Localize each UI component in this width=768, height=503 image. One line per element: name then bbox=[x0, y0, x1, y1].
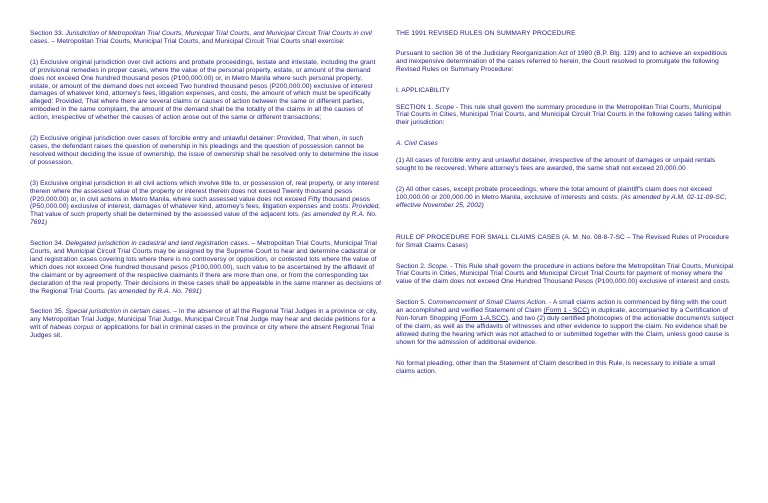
right-column bbox=[396, 30, 734, 388]
civil-case-2-body: (2) All other cases, except probate proceedings, where the total amount of plaintiff's claim does not exceed 100,000.00 or 200,000.00 in Metro Manila, exclusive of interests and costs. bbox=[396, 185, 712, 201]
section-5-number: Section 5. bbox=[396, 299, 428, 307]
left-column bbox=[30, 30, 382, 353]
section-35-habeas-corpus: habeas corpus bbox=[49, 324, 94, 332]
section-5-text-c: , and two (2) duly certified photocopies of the actionable document/s subject of the claim, as well as the affidavits of witnesses and other evidence to support the claim. No evidence shall be allowed during the hearing which was not attached to or submitted together with the Claim, unless good cause is shown for the admission of additional evidence. bbox=[396, 315, 734, 346]
summary-procedure-heading: THE 1991 REVISED RULES ON SUMMARY PROCEDURE bbox=[396, 30, 576, 37]
section-2-title: Scope. bbox=[427, 262, 449, 270]
section-33-body: – Metropolitan Trial Courts, Municipal Trial Courts, and Municipal Circuit Trial Courts shall exercise: bbox=[49, 37, 345, 45]
form-1a-scc-link[interactable]: (Form 1-A,SCC) bbox=[459, 315, 508, 323]
section-5-title: Commencement of Small Claims Action. bbox=[427, 299, 548, 307]
section-34-number: Section 34. bbox=[30, 240, 66, 248]
civil-case-1: (1) All cases of forcible entry and unlawful detainer, irrespective of the amount of damages or unpaid rentals sought to be recovered. Where attorney's fees are awarded, the same shall not exceed 20,000.00 bbox=[396, 157, 716, 173]
section-33-paragraph-3 bbox=[30, 180, 382, 227]
paragraph-3-rest: That value of such property shall be determined by the assessed value of the adjacent lots. bbox=[30, 211, 302, 219]
final-note: No formal pleading, other than the Statement of Claim described in this Rule, is necessary to initiate a small claims action. bbox=[396, 359, 716, 375]
section-35-title: Special jurisdiction in certain cases. bbox=[65, 308, 172, 316]
section-35-rest: or applications for bail in criminal cases in the province or city where the absent Regional Trial Judges sit. bbox=[30, 324, 374, 340]
section-1 bbox=[396, 104, 734, 128]
section-33-paragraph-2: (2) Exclusive original jurisdiction over cases of forcible entry and unlawful detainer: Provided, That when, in such cases, the defendant raises the question of ownership in his pleadings and the question of possession cannot be resolved without deciding the issue of ownership, the issue of ownership shall be resolved only to determine the issue of possession. bbox=[30, 135, 379, 166]
paragraph-3-amendment: (as amended by R.A. No. 7691) bbox=[30, 211, 377, 227]
section-33-paragraph-1: (1) Exclusive original jurisdiction over civil actions and probate proceedings, testate and intestate, including the grant of provisional remedies in proper cases, where the value of the personal property, estate, or amount of the demand does not exceed One hundred thousand pesos (P100,000.00) or, in Metro Manila where such personal property, estate, or amount of the demand does not exceed Two hundred thousand pesos (P200,000.00) exclusive of interest damages of whatever kind, attorney's fees, litigation expenses, and costs, the amount of which must be specifically alleged: Provided, That where there are several claims or causes of action between the same or different parties, embodied in the same complaint, the amount of the demand shall be the totality of the claims in all the causes of action, irrespective of whether the causes of action arose out of the same or different transactions; bbox=[30, 58, 376, 122]
applicability-heading: I. APPLICABILITY bbox=[396, 86, 450, 94]
section-33 bbox=[30, 30, 382, 46]
small-claims-heading: RULE OF PROCEDURE FOR SMALL CLAIMS CASES (A. M. No. 08-8-7-SC – The Revised Rules of Procedure for Small Claims Cases) bbox=[396, 233, 730, 249]
section-34-amendment: (as amended by R.A. No. 7691) bbox=[107, 287, 202, 295]
section-35-body: – In the absence of all the Regional Trial Judges in a province or city, any Metropolitan Trial Judge, Municipal Trial Judge, Municipal Circuit Trial Judge may hear and decide petitions for a writ of bbox=[30, 308, 378, 332]
section-33-number: Section 33. bbox=[30, 30, 66, 37]
section-35-number: Section 35. bbox=[30, 308, 66, 316]
section-1-title: Scope bbox=[435, 103, 454, 111]
form-1-scc-link[interactable]: (Form 1 - SCC) bbox=[543, 307, 590, 315]
section-2-number: Section 2. bbox=[396, 262, 428, 270]
section-34-title: Delegated jurisdiction in cadastral and land registration cases. bbox=[65, 240, 250, 248]
paragraph-3-proviso: Provided, bbox=[351, 203, 381, 211]
section-35 bbox=[30, 308, 382, 340]
section-2 bbox=[396, 263, 734, 287]
civil-cases-heading: A. Civil Cases bbox=[396, 140, 438, 148]
summary-procedure-intro: Pursuant to section 36 of the Judiciary Reorganization Act of 1980 (B.P. Blg. 129) and to achieve an expeditious and inexpensive determination of the cases referred to herein, the Court resolved to promulgate the following Revised Rules on Summary Procedure: bbox=[396, 49, 728, 73]
section-5-text-a: - A small claims action is commenced by filing with the court an accomplished and verified Statement of Claim bbox=[396, 299, 727, 315]
section-5 bbox=[396, 299, 734, 346]
section-34 bbox=[30, 240, 382, 295]
section-1-number: SECTION 1. bbox=[396, 103, 436, 111]
section-2-body: - This Rule shall govern the procedure in actions before the Metropolitan Trial Courts, Municipal Trial Courts in Cities, Municipal Trial Courts and Municipal Circuit Trial Courts for payment of money where the value of the claim does not exceed One Hundred Thousand Pesos (P100,000.00) exclusive of interest and costs. bbox=[396, 262, 734, 286]
civil-case-2-amendment: (As amended by A.M. 02-11-09-SC, effective November 25, 2002) bbox=[396, 193, 727, 209]
section-5-text-b: in duplicate, accompanied by a Certification of Non-forum Shopping bbox=[396, 307, 729, 323]
paragraph-3-body: (3) Exclusive original jurisdiction in all civil actions which involve title to, or possession of, real property, or any interest therein where the assessed value of the property or interest therein does not exceed Twenty thousand pesos (P20,000.00) or, in civil actions in Metro Manila, where such assessed value does not exceed Fifty thousand pesos (P50,000.00) exclusive of interest, damages of whatever kind, attorney's fees, litigation expenses and costs: bbox=[30, 179, 379, 211]
section-1-body: - This rule shall govern the summary procedure in the Metropolitan Trial Courts, Municipal Trial Courts in Cities, Municipal Trial Courts, and Municipal Circuit Trial Courts in the following cases falling within their jurisdiction: bbox=[396, 103, 731, 127]
civil-case-2 bbox=[396, 186, 734, 210]
section-34-body: – Metropolitan Trial Courts, Municipal Trial Courts, and Municipal Circuit Trial Courts may be assigned by the Supreme Court to hear and determine cadastral or land registration cases covering lots where there is no controversy or opposition, or contested lots where the value of which does not exceed One hundred thousand pesos (P100,000.00), such value to be ascertained by the affidavit of the claimant or by agreement of the respective claimants if there are more than one, or from the corresponding tax declaration of the real property. Their decisions in these cases shall be appealable in the same manner as decisions of the Regional Trial Courts. bbox=[30, 240, 381, 295]
section-33-title: Jurisdiction of Metropolitan Trial Courts, Municipal Trial Courts, and Municipal Circuit Trial Courts in civil cases. bbox=[30, 30, 372, 45]
